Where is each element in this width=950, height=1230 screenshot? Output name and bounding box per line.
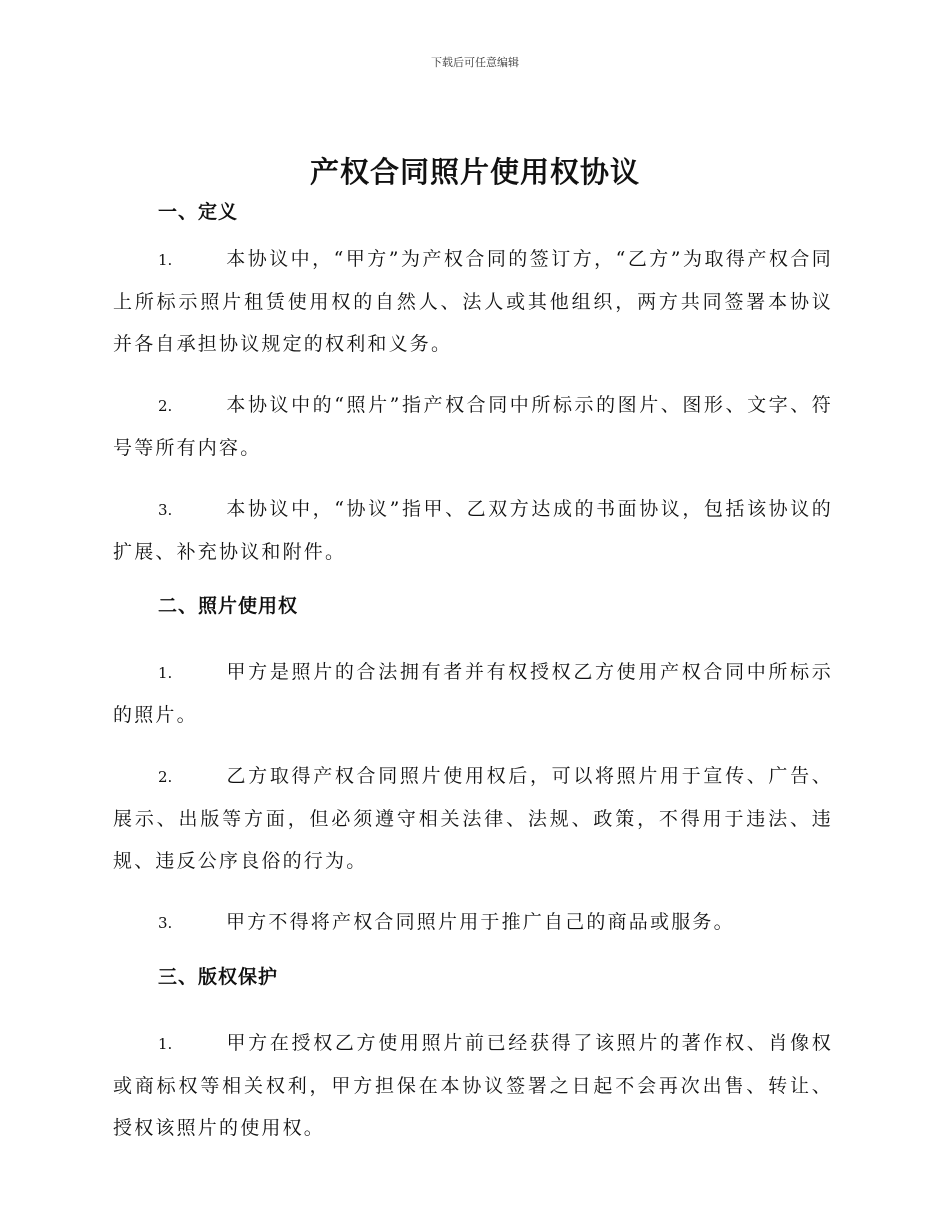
clause-number: 1. [158, 664, 173, 682]
section-heading: 二、照片使用权 [158, 595, 299, 617]
clause-text: 甲方在授权乙方使用照片前已经获得了该照片的著作权、肖像权或商标权等相关权利，甲方担保在本协议签署之日起不会再次出售、转让、授权该照片的使用权。 [113, 1032, 833, 1139]
section-copyright-protection [113, 953, 833, 1149]
clause [113, 1022, 833, 1149]
section-definitions [113, 188, 833, 573]
clause [113, 755, 833, 882]
clause-number: 3. [158, 914, 173, 932]
clause-text: 甲方不得将产权合同照片用于推广自己的商品或服务。 [226, 911, 735, 933]
clause-number: 2. [158, 768, 173, 786]
document-title: 产权合同照片使用权协议 [309, 155, 640, 189]
clause-text: 甲方是照片的合法拥有者并有权授权乙方使用产权合同中所标示的照片。 [113, 661, 833, 726]
section-heading: 三、版权保护 [158, 966, 279, 988]
section-heading: 一、定义 [158, 201, 239, 223]
clause-text: 乙方取得产权合同照片使用权后，可以将照片用于宣传、广告、展示、出版等方面，但必须遵守相关法律、法规、政策，不得用于违法、违规、违反公序良俗的行为。 [113, 765, 833, 872]
clause-number: 2. [158, 397, 173, 415]
clause [113, 238, 833, 365]
page-header: 下载后可任意编辑 [431, 56, 519, 69]
clause [113, 651, 833, 736]
clause-text: 本协议中的“照片”指产权合同中所标示的图片、图形、文字、符号等所有内容。 [113, 394, 833, 459]
clause-text: 本协议中，“甲方”为产权合同的签订方，“乙方”为取得产权合同上所标示照片租赁使用权的自然人、法人或其他组织，两方共同签署本协议并各自承担协议规定的权利和义务。 [113, 248, 833, 355]
clause-text: 本协议中，“协议”指甲、乙双方达成的书面协议，包括该协议的扩展、补充协议和附件。 [113, 498, 833, 563]
document-body [113, 188, 833, 1158]
clause [113, 901, 833, 944]
clause-number: 1. [158, 1035, 173, 1053]
clause [113, 488, 833, 573]
clause-number: 1. [158, 251, 173, 269]
clause-number: 3. [158, 501, 173, 519]
section-photo-usage-rights [113, 582, 833, 944]
clause [113, 384, 833, 469]
